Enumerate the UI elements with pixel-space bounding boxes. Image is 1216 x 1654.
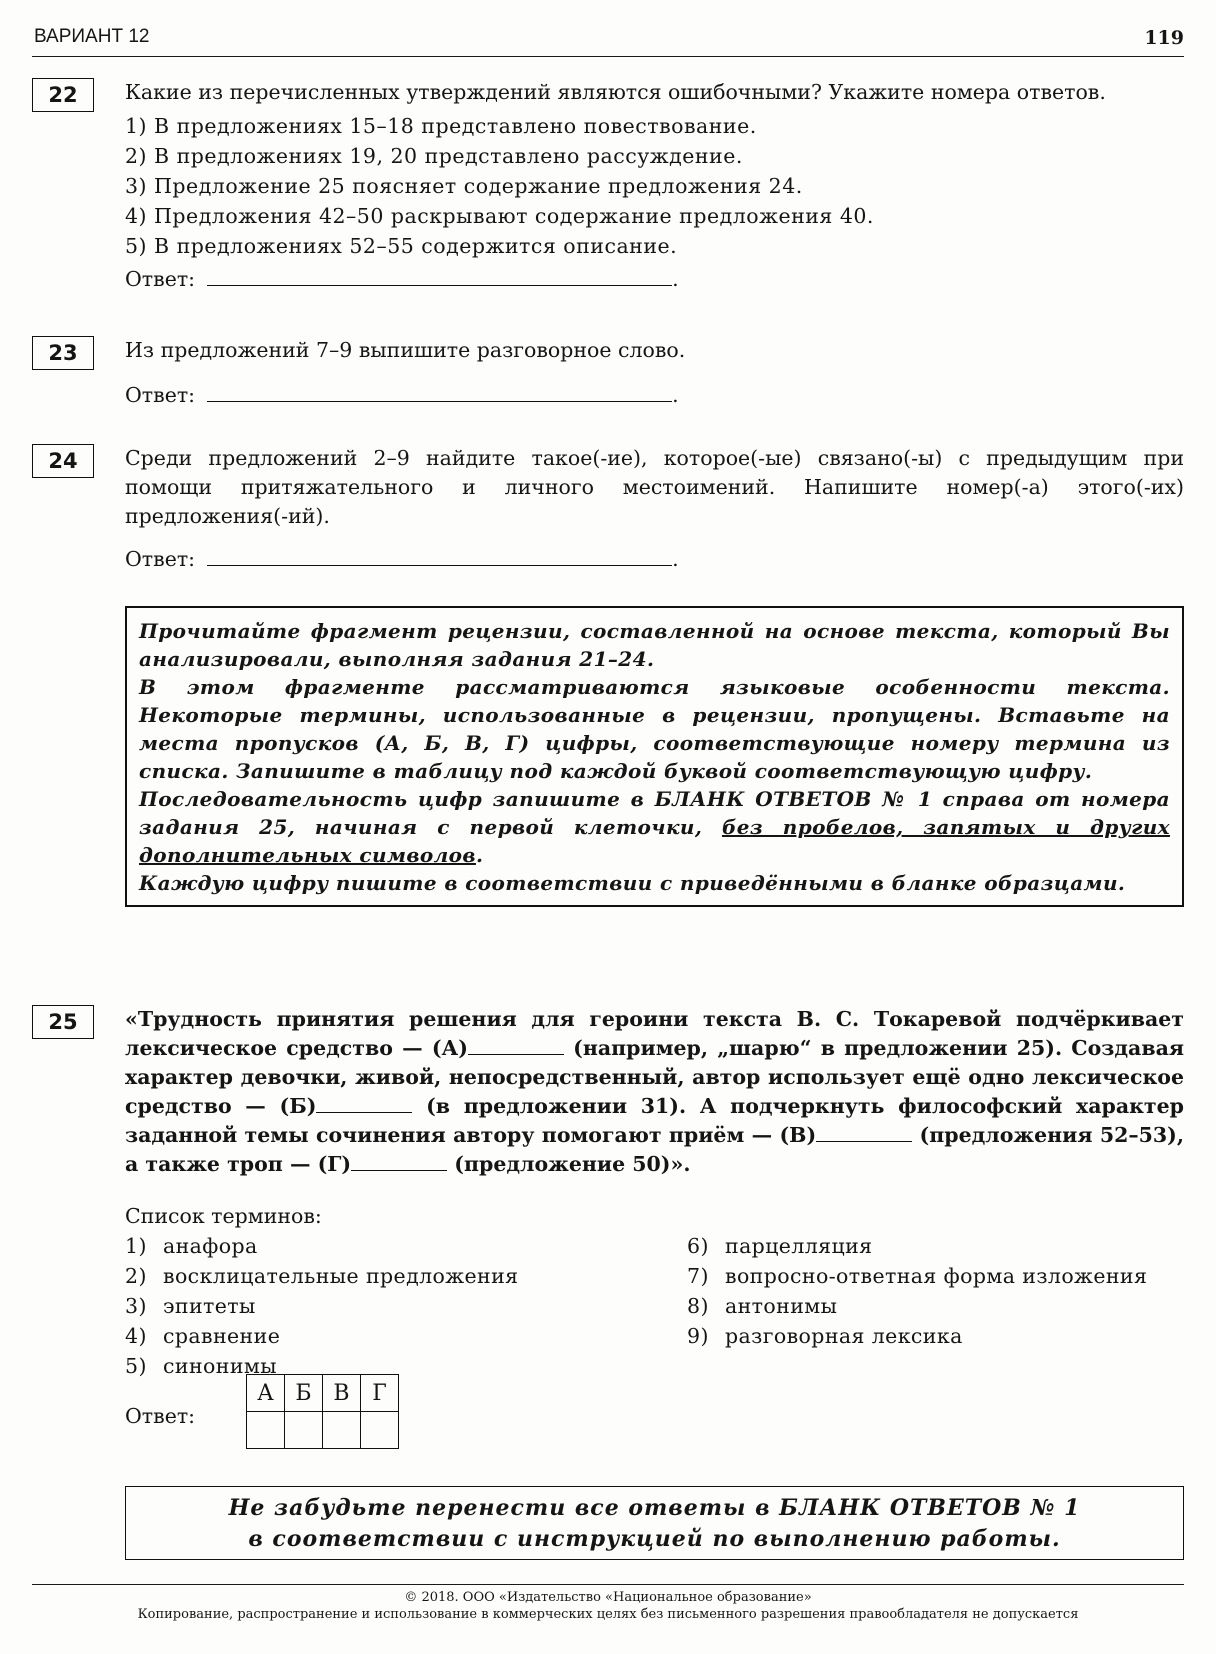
page-number: 119: [1144, 27, 1184, 49]
task-22-option: 2) В предложениях 19, 20 представлено рассуждение.: [125, 144, 743, 168]
task-22-options: [125, 111, 1184, 261]
task-24: [32, 444, 1184, 577]
task-22-option: 4) Предложения 42–50 раскрывают содержание предложения 40.: [125, 204, 874, 228]
task-25: [32, 1005, 1184, 1381]
term-item: 6) парцелляция: [687, 1234, 873, 1258]
task-number-22: 22: [32, 78, 94, 112]
gap-a: [468, 1036, 564, 1055]
term-item: 7) вопросно-ответная форма изложения: [687, 1264, 1148, 1288]
answer-label: Ответ:: [125, 383, 196, 407]
variant-label: ВАРИАНТ 12: [34, 26, 150, 47]
gap-v: [816, 1123, 912, 1142]
term-item: 4) сравнение: [125, 1324, 281, 1348]
task-25-text: «Трудность принятия решения для героини текста В. С. Токаревой подчёркивает лексическое средство — (А) (например, „шарю“ в предложении 25). Создавая характер девочки, живой, непосредственный, автор использует ещё одно лексическое средство — (Б) (в предложении 31). А подчеркнуть философский характер заданной темы сочинения автору помогают приём — (В) (предложения 52–53), а также троп — (Г) (предложение 50)».: [125, 1007, 1185, 1176]
answer-label: Ответ:: [125, 547, 196, 571]
instruction-box: [125, 606, 1184, 907]
gap-g: [351, 1152, 447, 1171]
task-24-answer: Ответ: .: [125, 547, 679, 571]
task-22: [32, 78, 1184, 297]
reminder-line: Не забудьте перенести все ответы в БЛАНК ОТВЕТОВ № 1: [228, 1495, 1081, 1521]
reminder-line: в соответствии с инструкцией по выполнению работы.: [248, 1526, 1061, 1552]
reminder-box: [125, 1486, 1184, 1560]
task-22-question: Какие из перечисленных утверждений являются ошибочными? Укажите номера ответов.: [125, 80, 1106, 104]
terms-column-left: [125, 1231, 687, 1381]
term-item: 2) восклицательные предложения: [125, 1264, 519, 1288]
table-header: В: [323, 1375, 361, 1412]
copyright-notice: Копирование, распространение и использование в коммерческих целях без письменного разрешения правообладателя не допускается: [137, 1607, 1079, 1622]
table-header: А: [247, 1375, 285, 1412]
task-22-answer: Ответ: .: [125, 267, 679, 291]
answer-cell[interactable]: [285, 1412, 323, 1449]
task-number-25: 25: [32, 1005, 94, 1039]
instruction-paragraph: В этом фрагменте рассматриваются языковые особенности текста. Некоторые термины, использованные в рецензии, пропущены. Вставьте на места пропусков (А, Б, В, Г) цифры, соответствующие номеру термина из списка. Запишите в таблицу под каждой буквой соответствующую цифру.: [139, 675, 1170, 783]
task-23-question: Из предложений 7–9 выпишите разговорное слово.: [125, 338, 686, 362]
answer-label: Ответ:: [125, 267, 196, 291]
answer-cell[interactable]: [361, 1412, 399, 1449]
page-header: [32, 22, 1184, 57]
task-23-answer: Ответ: .: [125, 383, 679, 407]
copyright: © 2018. ООО «Издательство «Национальное образование»: [404, 1590, 812, 1605]
underlined-instruction: без пробелов, запятых и других дополнительных символов: [139, 815, 1170, 867]
terms-title: Список терминов:: [125, 1204, 322, 1228]
answer-line[interactable]: [207, 265, 672, 286]
term-item: 5) синонимы: [125, 1354, 277, 1378]
task-22-option: 5) В предложениях 52–55 содержится описание.: [125, 234, 678, 258]
gap-b: [316, 1094, 412, 1113]
answer-cell[interactable]: [323, 1412, 361, 1449]
task-25-answer-label: Ответ:: [125, 1404, 196, 1428]
table-header: Г: [361, 1375, 399, 1412]
terms-list: [125, 1231, 1184, 1381]
task-number-23: 23: [32, 336, 94, 370]
term-item: 8) антонимы: [687, 1294, 838, 1318]
instruction-paragraph: Прочитайте фрагмент рецензии, составленной на основе текста, который Вы анализировали, выполняя задания 21–24.: [139, 619, 1170, 671]
answer-cell[interactable]: [247, 1412, 285, 1449]
table-header: Б: [285, 1375, 323, 1412]
answer-table: [246, 1374, 399, 1449]
instruction-paragraph: Каждую цифру пишите в соответствии с приведёнными в бланке образцами.: [139, 871, 1126, 895]
term-item: 9) разговорная лексика: [687, 1324, 963, 1348]
terms-column-right: [687, 1231, 1184, 1381]
answer-line[interactable]: [207, 381, 672, 402]
task-22-option: 3) Предложение 25 поясняет содержание предложения 24.: [125, 174, 803, 198]
instruction-paragraph: Последовательность цифр запишите в БЛАНК ОТВЕТОВ № 1 справа от номера задания 25, начиная с первой клеточки, без пробелов, запятых и других дополнительных символов.: [139, 787, 1170, 867]
task-23: [32, 336, 1184, 413]
term-item: 3) эпитеты: [125, 1294, 256, 1318]
task-number-24: 24: [32, 444, 94, 478]
term-item: 1) анафора: [125, 1234, 258, 1258]
page-footer: [32, 1584, 1184, 1623]
task-22-option: 1) В предложениях 15–18 представлено повествование.: [125, 114, 757, 138]
answer-line[interactable]: [207, 545, 672, 566]
task-24-question: Среди предложений 2–9 найдите такое(-ие), которое(-ые) связано(-ы) с предыдущим при помощи притяжательного и личного местоимений. Напишите номер(-а) этого(-их) предложения(-ий).: [125, 446, 1184, 528]
